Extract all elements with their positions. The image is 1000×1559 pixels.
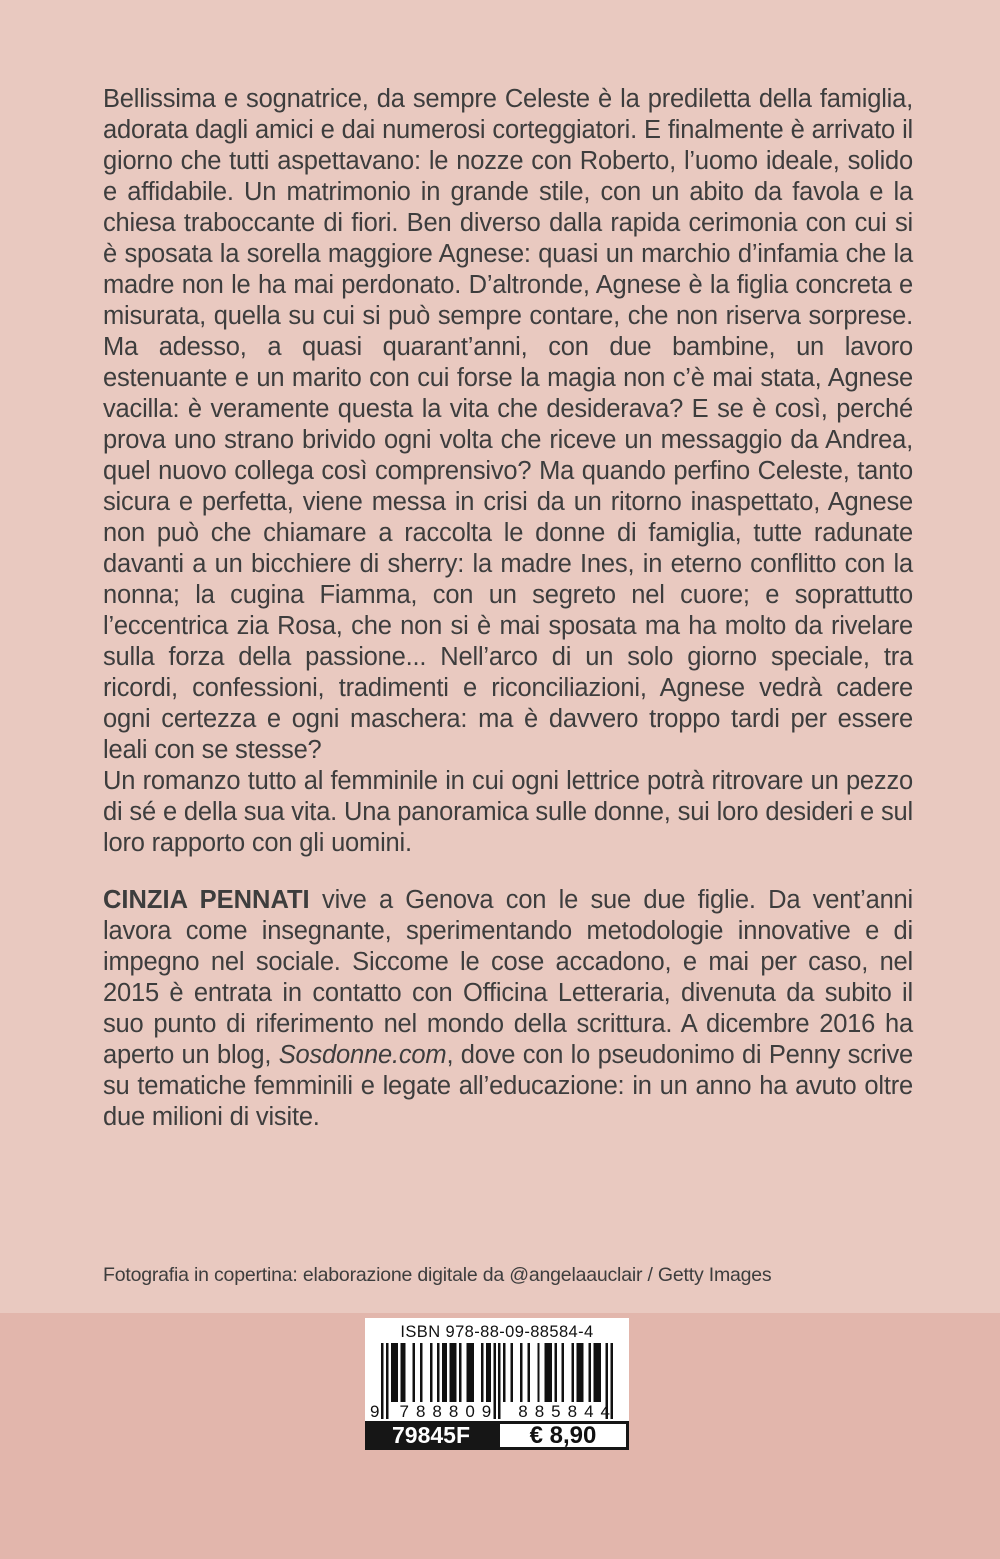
back-cover-text [103, 84, 913, 1133]
ean-digits [370, 1403, 617, 1420]
barcode-block [365, 1318, 629, 1450]
synopsis-closing-paragraph: Un romanzo tutto al femminile in cui ogni lettrice potrà ritrovare un pezzo di sé e della sua vita. Una panoramica sulle donne, sui loro desideri e sul loro rapporto con gli uomini. [103, 767, 913, 857]
author-bio [103, 885, 913, 1133]
author-bio-text-2: , dove con lo pseudonimo di Penny scrive su tematiche femminili e legate all’educazione: in un anno ha avuto oltre due milioni di visite. [103, 1041, 913, 1131]
isbn-label: ISBN 978-88-09-88584-4 [400, 1323, 594, 1341]
ean-left-group: 788809 [399, 1402, 499, 1421]
author-name: CINZIA PENNATI [103, 886, 310, 914]
ean-first-digit: 9 [370, 1402, 380, 1421]
price-tag: € 8,90 [497, 1421, 629, 1450]
ean-right-group: 885844 [518, 1402, 617, 1421]
barcode-bottom-row [365, 1421, 629, 1450]
publisher-code: 79845F [365, 1421, 497, 1450]
synopsis-paragraph: Bellissima e sognatrice, da sempre Celeste è la prediletta della famiglia, adorata dagli amici e dai numerosi corteggiatori. E finalmente è arrivato il giorno che tutti aspettavano: le nozze con Roberto, l’uomo ideale, solido e affidabile. Un matrimonio in grande stile, con un abito da favola e la chiesa traboccante di fiori. Ben diverso dalla rapida cerimonia con cui si è sposata la sorella maggiore Agnese: quasi un marchio d’infamia che la madre non le ha mai perdonato. D’altronde, Agnese è la figlia concreta e misurata, quella su cui si può sempre contare, che non riserva sorprese. Ma adesso, a quasi quarant’anni, con due bambine, un lavoro estenuante e un marito con cui forse la magia non c’è mai stata, Agnese vacilla: è veramente questa la vita che desiderava? E se è così, perché prova uno strano brivido ogni volta che riceve un messaggio da Andrea, quel nuovo collega così comprensivo? Ma quando perfino Celeste, tanto sicura e perfetta, viene messa in crisi da un ritorno inaspettato, Agnese non può che chiamare a raccolta le donne di famiglia, tutte radunate davanti a un bicchiere di sherry: la madre Ines, in eterno conflitto con la nonna; la cugina Fiamma, con un segreto nel cuore; e soprattutto l’eccentrica zia Rosa, che non si è mai sposata ma ha molto da rivelare sulla forza della passione... Nell’arco di un solo giorno speciale, tra ricordi, confessioni, tradimenti e riconciliazioni, Agnese vedrà cadere ogni certezza e ogni maschera: ma è davvero troppo tardi per essere leali con se stesse? [103, 85, 913, 764]
author-blog-name: Sosdonne.com [278, 1041, 447, 1069]
photo-credit-line: Fotografia in copertina: elaborazione digitale da @angelaauclair / Getty Images [103, 1264, 772, 1286]
barcode-panel [365, 1318, 629, 1421]
ean13-barcode [370, 1343, 617, 1421]
author-bio-text-1: vive a Genova con le sue due figlie. Da vent’anni lavora come insegnante, sperimentando metodologie innovative e di impegno nel sociale. Siccome le cose accadono, e mai per caso, nel 2015 è entrata in contatto con Officina Letteraria, divenuta da subito il suo punto di riferimento nel mondo della scrittura. A dicembre 2016 ha aperto un blog, [103, 886, 913, 1069]
